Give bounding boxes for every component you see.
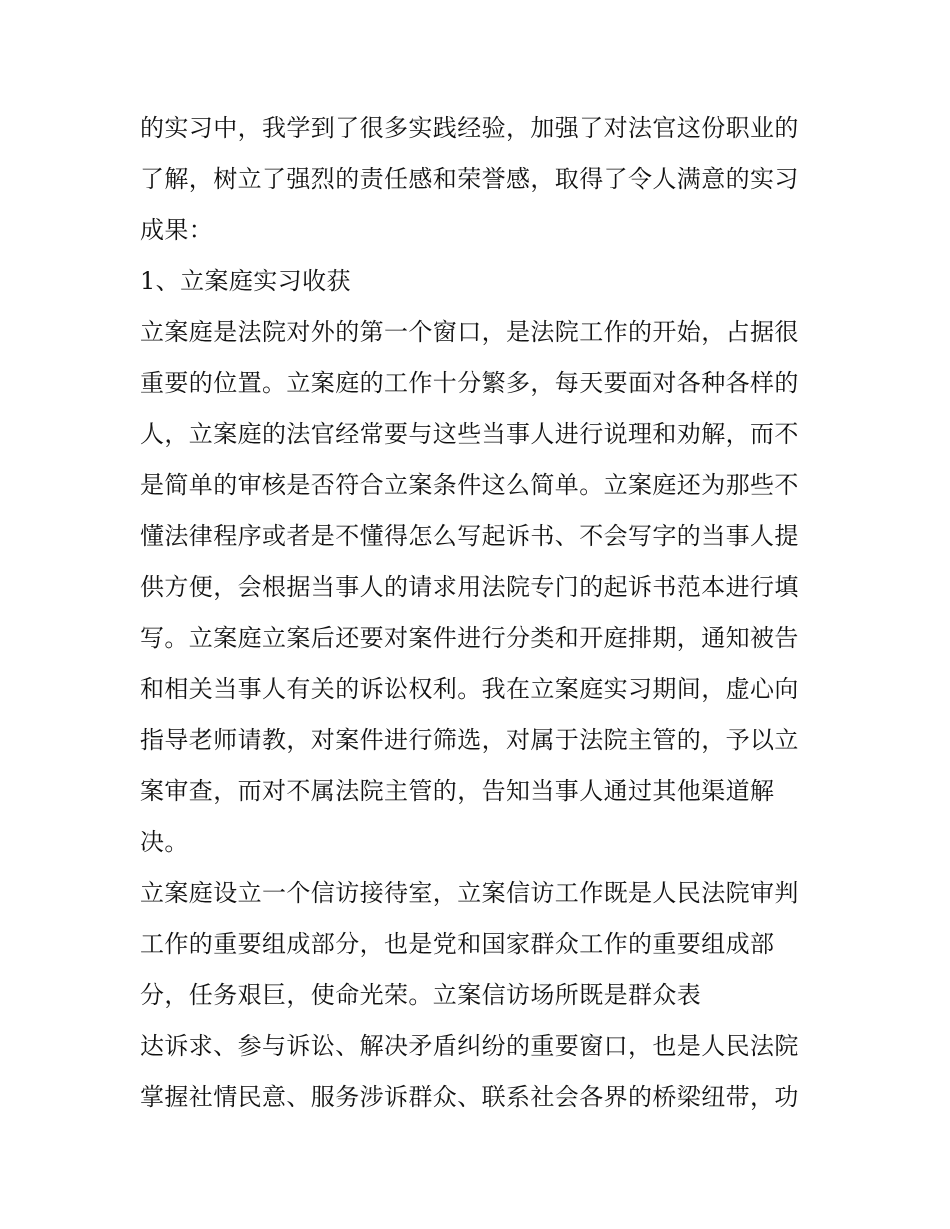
text-line: 立案庭设立一个信访接待室，立案信访工作既是人民法院审判 (140, 879, 799, 907)
text-line: 重要的位置。立案庭的工作十分繁多，每天要面对各种各样的 (140, 369, 799, 397)
text-line: 分，任务艰巨，使命光荣。立案信访场所既是群众表 (140, 981, 702, 1009)
text-line: 人，立案庭的法官经常要与这些当事人进行说理和劝解，而不 (140, 420, 799, 448)
text-line: 立案庭是法院对外的第一个窗口，是法院工作的开始，占据很 (140, 318, 799, 346)
text-line: 成果： (140, 216, 214, 244)
text-line: 掌握社情民意、服务涉诉群众、联系社会各界的桥梁纽带，功 (140, 1083, 799, 1111)
text-line: 的实习中，我学到了很多实践经验，加强了对法官这份职业的 (140, 114, 799, 142)
text-line: 了解，树立了强烈的责任感和荣誉感，取得了令人满意的实习 (140, 165, 799, 193)
text-line: 工作的重要组成部分，也是党和国家群众工作的重要组成部 (140, 930, 775, 958)
text-line: 懂法律程序或者是不懂得怎么写起诉书、不会写字的当事人提 (140, 522, 799, 550)
text-line: 写。立案庭立案后还要对案件进行分类和开庭排期，通知被告 (140, 624, 799, 652)
text-line: 供方便，会根据当事人的请求用法院专门的起诉书范本进行填 (140, 573, 799, 601)
text-line: 达诉求、参与诉讼、解决矛盾纠纷的重要窗口，也是人民法院 (140, 1032, 799, 1060)
text-line: 和相关当事人有关的诉讼权利。我在立案庭实习期间，虚心向 (140, 675, 799, 703)
text-line: 是简单的审核是否符合立案条件这么简单。立案庭还为那些不 (140, 471, 799, 499)
section-heading: 1、立案庭实习收获 (140, 267, 351, 295)
text-line: 指导老师请教，对案件进行筛选，对属于法院主管的，予以立 (140, 726, 799, 754)
text-line: 决。 (140, 828, 189, 856)
text-line: 案审查，而对不属法院主管的，告知当事人通过其他渠道解 (140, 777, 775, 805)
